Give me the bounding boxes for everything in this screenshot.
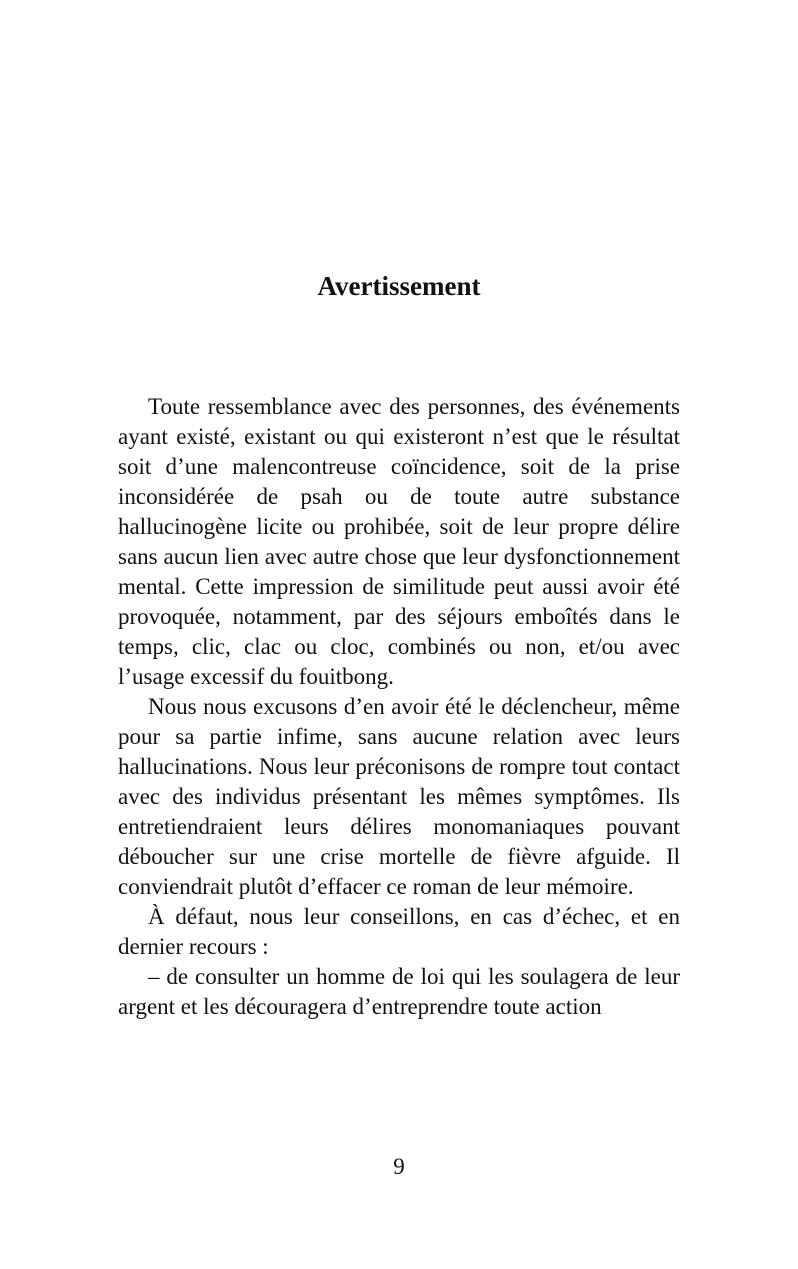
paragraph-disclaimer: Toute ressemblance avec des personnes, des événements ayant existé, existant ou qui existeront n’est que le résultat soit d’une malencontreuse coïncidence, soit de la prise inconsidérée de psah ou de toute autre substance hallucinogène licite ou prohibée, soit de leur propre délire sans aucun lien avec autre chose que leur dysfonctionnement mental. Cette impression de similitude peut aussi avoir été provoquée, notamment, par des séjours emboîtés dans le temps, clic, clac ou cloc, combinés ou non, et/ou avec l’usage excessif du fouitbong. — [118, 394, 680, 689]
paragraph-advice-intro: À défaut, nous leur conseillons, en cas d’échec, et en dernier recours : — [118, 904, 680, 959]
page-number: 9 — [393, 1154, 405, 1179]
paragraph-advice-item: – de consulter un homme de loi qui les soulagera de leur argent et les découragera d’entreprendre toute action — [118, 964, 680, 1019]
page-title: Avertissement — [317, 271, 481, 301]
paragraph-apology: Nous nous excusons d’en avoir été le déclencheur, même pour sa partie infime, sans aucune relation avec leurs hallucinations. Nous leur préconisons de rompre tout contact avec des individus présentant les mêmes symptômes. Ils entretiendraient leurs délires monomaniaques pouvant déboucher sur une crise mortelle de fièvre afguide. Il conviendrait plutôt d’effacer ce roman de leur mémoire. — [118, 694, 680, 899]
body-text — [118, 392, 680, 1022]
